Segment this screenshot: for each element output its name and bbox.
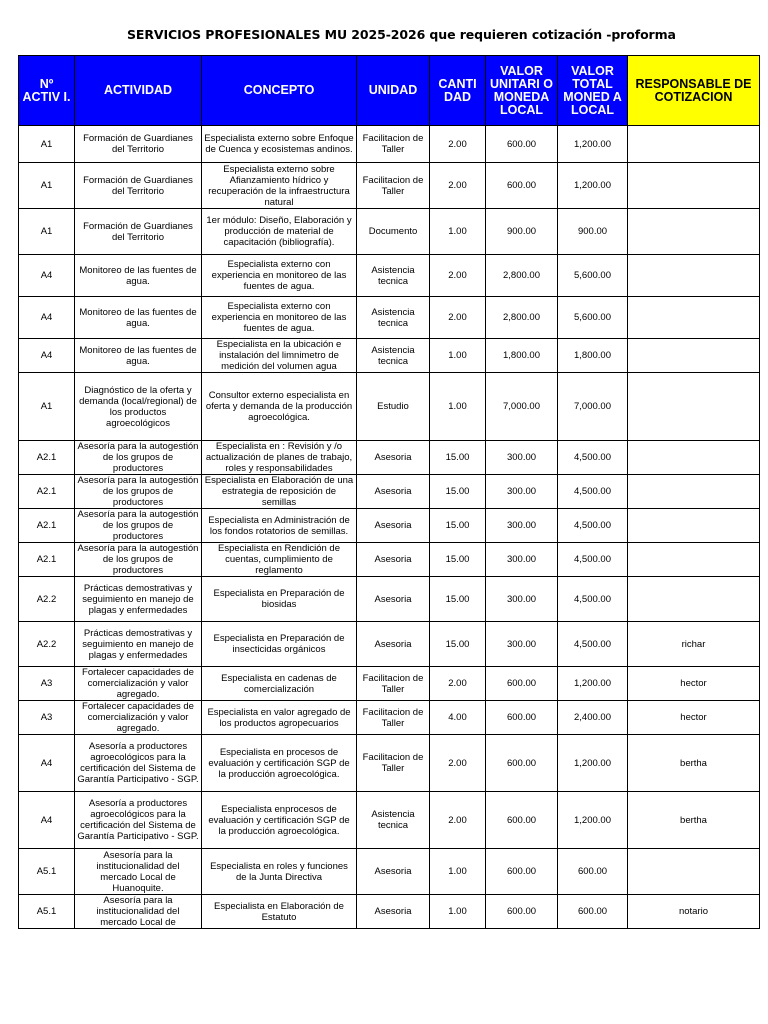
cell-concepto: Especialista externo con experiencia en monitoreo de las fuentes de agua. bbox=[202, 255, 357, 297]
cell-concepto: Especialista en Elaboración de Estatuto bbox=[202, 895, 357, 929]
table-row bbox=[19, 255, 760, 297]
cell-cantidad: 15.00 bbox=[430, 543, 486, 577]
cell-valor-unitario: 600.00 bbox=[486, 163, 558, 209]
services-table bbox=[18, 55, 760, 929]
cell-responsable: hector bbox=[628, 701, 760, 735]
cell-actividad: Asesoría para la autogestión de los grupos de productores bbox=[75, 475, 202, 509]
cell-n: A2.1 bbox=[19, 509, 75, 543]
header-valor-unitario: VALOR UNITARI O MONEDA LOCAL bbox=[486, 56, 558, 126]
cell-responsable: bertha bbox=[628, 792, 760, 849]
cell-valor-total: 4,500.00 bbox=[558, 577, 628, 622]
cell-unidad: Asesoria bbox=[357, 895, 430, 929]
cell-n: A4 bbox=[19, 339, 75, 373]
cell-valor-unitario: 300.00 bbox=[486, 509, 558, 543]
cell-valor-unitario: 300.00 bbox=[486, 543, 558, 577]
cell-valor-total: 600.00 bbox=[558, 895, 628, 929]
cell-unidad: Asesoria bbox=[357, 622, 430, 667]
cell-valor-unitario: 600.00 bbox=[486, 701, 558, 735]
cell-unidad: Estudio bbox=[357, 373, 430, 441]
cell-actividad: Monitoreo de las fuentes de agua. bbox=[75, 255, 202, 297]
cell-valor-unitario: 7,000.00 bbox=[486, 373, 558, 441]
table-row bbox=[19, 209, 760, 255]
cell-actividad: Asesoría para la autogestión de los grupos de productores bbox=[75, 441, 202, 475]
cell-actividad: Asesoría para la institucionalidad del mercado Local de bbox=[75, 895, 202, 929]
table-row bbox=[19, 701, 760, 735]
cell-actividad: Asesoría para la institucionalidad del mercado Local de Huanoquite. bbox=[75, 849, 202, 895]
cell-unidad: Asistencia tecnica bbox=[357, 255, 430, 297]
cell-n: A1 bbox=[19, 126, 75, 163]
cell-responsable bbox=[628, 475, 760, 509]
cell-concepto: 1er módulo: Diseño, Elaboración y producción de material de capacitación (bibliografía). bbox=[202, 209, 357, 255]
cell-valor-unitario: 2,800.00 bbox=[486, 297, 558, 339]
cell-valor-total: 600.00 bbox=[558, 849, 628, 895]
cell-concepto: Especialista externo sobre Enfoque de Cuenca y ecosistemas andinos. bbox=[202, 126, 357, 163]
cell-valor-unitario: 600.00 bbox=[486, 792, 558, 849]
cell-valor-total: 1,800.00 bbox=[558, 339, 628, 373]
table-row bbox=[19, 735, 760, 792]
cell-concepto: Especialista en : Revisión y /o actualización de planes de trabajo, roles y responsabilidades bbox=[202, 441, 357, 475]
cell-responsable bbox=[628, 441, 760, 475]
header-cantidad: CANTI DAD bbox=[430, 56, 486, 126]
cell-valor-unitario: 600.00 bbox=[486, 126, 558, 163]
table-row bbox=[19, 622, 760, 667]
table-row bbox=[19, 297, 760, 339]
cell-unidad: Facilitacion de Taller bbox=[357, 735, 430, 792]
cell-unidad: Facilitacion de Taller bbox=[357, 126, 430, 163]
cell-valor-total: 4,500.00 bbox=[558, 475, 628, 509]
cell-cantidad: 2.00 bbox=[430, 255, 486, 297]
cell-responsable bbox=[628, 339, 760, 373]
cell-n: A2.2 bbox=[19, 622, 75, 667]
cell-responsable bbox=[628, 209, 760, 255]
cell-unidad: Asesoria bbox=[357, 509, 430, 543]
cell-actividad: Asesoría a productores agroecológicos para la certificación del Sistema de Garantía Participativo - SGP. bbox=[75, 792, 202, 849]
cell-concepto: Especialista enprocesos de evaluación y certificación SGP de la producción agroecológica. bbox=[202, 792, 357, 849]
cell-concepto: Especialista externo con experiencia en monitoreo de las fuentes de agua. bbox=[202, 297, 357, 339]
cell-responsable bbox=[628, 849, 760, 895]
cell-valor-total: 5,600.00 bbox=[558, 297, 628, 339]
cell-unidad: Asistencia tecnica bbox=[357, 339, 430, 373]
cell-cantidad: 4.00 bbox=[430, 701, 486, 735]
cell-concepto: Especialista en Administración de los fondos rotatorios de semillas. bbox=[202, 509, 357, 543]
cell-concepto: Especialista en roles y funciones de la Junta Directiva bbox=[202, 849, 357, 895]
cell-n: A5.1 bbox=[19, 895, 75, 929]
cell-valor-total: 900.00 bbox=[558, 209, 628, 255]
cell-actividad: Asesoría a productores agroecológicos para la certificación del Sistema de Garantía Participativo - SGP. bbox=[75, 735, 202, 792]
cell-actividad: Formación de Guardianes del Territorio bbox=[75, 163, 202, 209]
table-row bbox=[19, 373, 760, 441]
cell-unidad: Asistencia tecnica bbox=[357, 792, 430, 849]
header-responsable: RESPONSABLE DE COTIZACION bbox=[628, 56, 760, 126]
table-row bbox=[19, 667, 760, 701]
cell-valor-unitario: 600.00 bbox=[486, 895, 558, 929]
cell-valor-total: 4,500.00 bbox=[558, 509, 628, 543]
table-row bbox=[19, 441, 760, 475]
cell-n: A2.1 bbox=[19, 441, 75, 475]
header-actividad: ACTIVIDAD bbox=[75, 56, 202, 126]
cell-cantidad: 1.00 bbox=[430, 209, 486, 255]
cell-actividad: Prácticas demostrativas y seguimiento en manejo de plagas y enfermedades bbox=[75, 577, 202, 622]
cell-valor-total: 7,000.00 bbox=[558, 373, 628, 441]
table-row bbox=[19, 126, 760, 163]
table-row bbox=[19, 163, 760, 209]
header-unidad: UNIDAD bbox=[357, 56, 430, 126]
cell-responsable bbox=[628, 126, 760, 163]
cell-actividad: Diagnóstico de la oferta y demanda (local/regional) de los productos agroecológicos bbox=[75, 373, 202, 441]
cell-unidad: Facilitacion de Taller bbox=[357, 667, 430, 701]
cell-valor-unitario: 900.00 bbox=[486, 209, 558, 255]
cell-concepto: Especialista en Rendición de cuentas, cumplimiento de reglamento bbox=[202, 543, 357, 577]
cell-n: A2.1 bbox=[19, 543, 75, 577]
cell-cantidad: 1.00 bbox=[430, 339, 486, 373]
cell-n: A4 bbox=[19, 255, 75, 297]
cell-cantidad: 15.00 bbox=[430, 475, 486, 509]
cell-valor-total: 1,200.00 bbox=[558, 735, 628, 792]
cell-n: A2.1 bbox=[19, 475, 75, 509]
cell-valor-unitario: 600.00 bbox=[486, 849, 558, 895]
cell-valor-unitario: 600.00 bbox=[486, 735, 558, 792]
table-row bbox=[19, 792, 760, 849]
cell-valor-total: 5,600.00 bbox=[558, 255, 628, 297]
table-row bbox=[19, 339, 760, 373]
cell-valor-total: 4,500.00 bbox=[558, 543, 628, 577]
cell-unidad: Documento bbox=[357, 209, 430, 255]
cell-valor-total: 1,200.00 bbox=[558, 792, 628, 849]
cell-n: A3 bbox=[19, 701, 75, 735]
cell-valor-total: 2,400.00 bbox=[558, 701, 628, 735]
header-row bbox=[19, 56, 760, 126]
cell-concepto: Especialista en Preparación de insecticidas orgánicos bbox=[202, 622, 357, 667]
cell-concepto: Consultor externo especialista en oferta y demanda de la producción agroecológica. bbox=[202, 373, 357, 441]
cell-cantidad: 15.00 bbox=[430, 509, 486, 543]
cell-actividad: Monitoreo de las fuentes de agua. bbox=[75, 297, 202, 339]
document-title: SERVICIOS PROFESIONALES MU 2025-2026 que requieren cotización -proforma bbox=[127, 27, 676, 42]
cell-concepto: Especialista en procesos de evaluación y certificación SGP de la producción agroecológica. bbox=[202, 735, 357, 792]
cell-valor-unitario: 300.00 bbox=[486, 475, 558, 509]
cell-cantidad: 2.00 bbox=[430, 297, 486, 339]
cell-cantidad: 15.00 bbox=[430, 441, 486, 475]
cell-unidad: Asesoria bbox=[357, 441, 430, 475]
cell-n: A4 bbox=[19, 735, 75, 792]
cell-valor-unitario: 300.00 bbox=[486, 622, 558, 667]
cell-n: A5.1 bbox=[19, 849, 75, 895]
cell-responsable bbox=[628, 577, 760, 622]
cell-cantidad: 2.00 bbox=[430, 735, 486, 792]
header-concepto: CONCEPTO bbox=[202, 56, 357, 126]
cell-actividad: Asesoría para la autogestión de los grupos de productores bbox=[75, 509, 202, 543]
cell-n: A1 bbox=[19, 373, 75, 441]
table-row bbox=[19, 475, 760, 509]
cell-unidad: Facilitacion de Taller bbox=[357, 163, 430, 209]
cell-valor-total: 4,500.00 bbox=[558, 622, 628, 667]
cell-n: A4 bbox=[19, 792, 75, 849]
cell-actividad: Fortalecer capacidades de comercialización y valor agregado. bbox=[75, 701, 202, 735]
cell-concepto: Especialista en Preparación de biosidas bbox=[202, 577, 357, 622]
cell-responsable bbox=[628, 163, 760, 209]
cell-valor-total: 1,200.00 bbox=[558, 667, 628, 701]
cell-valor-total: 1,200.00 bbox=[558, 163, 628, 209]
table-row bbox=[19, 509, 760, 543]
cell-unidad: Asesoria bbox=[357, 475, 430, 509]
cell-responsable: notario bbox=[628, 895, 760, 929]
cell-concepto: Especialista externo sobre Afianzamiento hídrico y recuperación de la infraestructura natural bbox=[202, 163, 357, 209]
cell-actividad: Formación de Guardianes del Territorio bbox=[75, 126, 202, 163]
table-row bbox=[19, 577, 760, 622]
cell-valor-unitario: 300.00 bbox=[486, 577, 558, 622]
cell-responsable: hector bbox=[628, 667, 760, 701]
table-row bbox=[19, 895, 760, 929]
cell-actividad: Asesoría para la autogestión de los grupos de productores bbox=[75, 543, 202, 577]
header-n: Nº ACTIV I. bbox=[19, 56, 75, 126]
cell-cantidad: 2.00 bbox=[430, 126, 486, 163]
cell-responsable bbox=[628, 373, 760, 441]
cell-valor-unitario: 2,800.00 bbox=[486, 255, 558, 297]
cell-unidad: Asesoria bbox=[357, 849, 430, 895]
cell-actividad: Formación de Guardianes del Territorio bbox=[75, 209, 202, 255]
cell-cantidad: 1.00 bbox=[430, 895, 486, 929]
cell-unidad: Asistencia tecnica bbox=[357, 297, 430, 339]
cell-cantidad: 2.00 bbox=[430, 163, 486, 209]
cell-concepto: Especialista en cadenas de comercialización bbox=[202, 667, 357, 701]
cell-n: A2.2 bbox=[19, 577, 75, 622]
cell-valor-unitario: 300.00 bbox=[486, 441, 558, 475]
cell-n: A3 bbox=[19, 667, 75, 701]
cell-responsable: bertha bbox=[628, 735, 760, 792]
cell-responsable bbox=[628, 297, 760, 339]
cell-valor-unitario: 1,800.00 bbox=[486, 339, 558, 373]
cell-cantidad: 15.00 bbox=[430, 622, 486, 667]
cell-actividad: Fortalecer capacidades de comercialización y valor agregado. bbox=[75, 667, 202, 701]
cell-unidad: Facilitacion de Taller bbox=[357, 701, 430, 735]
cell-cantidad: 1.00 bbox=[430, 849, 486, 895]
cell-n: A1 bbox=[19, 163, 75, 209]
cell-cantidad: 2.00 bbox=[430, 792, 486, 849]
cell-valor-unitario: 600.00 bbox=[486, 667, 558, 701]
cell-n: A4 bbox=[19, 297, 75, 339]
cell-responsable bbox=[628, 255, 760, 297]
cell-n: A1 bbox=[19, 209, 75, 255]
cell-cantidad: 2.00 bbox=[430, 667, 486, 701]
cell-cantidad: 1.00 bbox=[430, 373, 486, 441]
cell-concepto: Especialista en valor agregado de los productos agropecuarios bbox=[202, 701, 357, 735]
cell-actividad: Prácticas demostrativas y seguimiento en manejo de plagas y enfermedades bbox=[75, 622, 202, 667]
cell-unidad: Asesoria bbox=[357, 543, 430, 577]
cell-valor-total: 1,200.00 bbox=[558, 126, 628, 163]
header-valor-total: VALOR TOTAL MONED A LOCAL bbox=[558, 56, 628, 126]
cell-concepto: Especialista en Elaboración de una estrategia de reposición de semillas bbox=[202, 475, 357, 509]
cell-responsable bbox=[628, 509, 760, 543]
cell-unidad: Asesoria bbox=[357, 577, 430, 622]
cell-responsable bbox=[628, 543, 760, 577]
cell-cantidad: 15.00 bbox=[430, 577, 486, 622]
cell-actividad: Monitoreo de las fuentes de agua. bbox=[75, 339, 202, 373]
cell-valor-total: 4,500.00 bbox=[558, 441, 628, 475]
cell-concepto: Especialista en la ubicación e instalación del limnimetro de medición del volumen agua bbox=[202, 339, 357, 373]
table-row bbox=[19, 849, 760, 895]
table-row bbox=[19, 543, 760, 577]
cell-responsable: richar bbox=[628, 622, 760, 667]
